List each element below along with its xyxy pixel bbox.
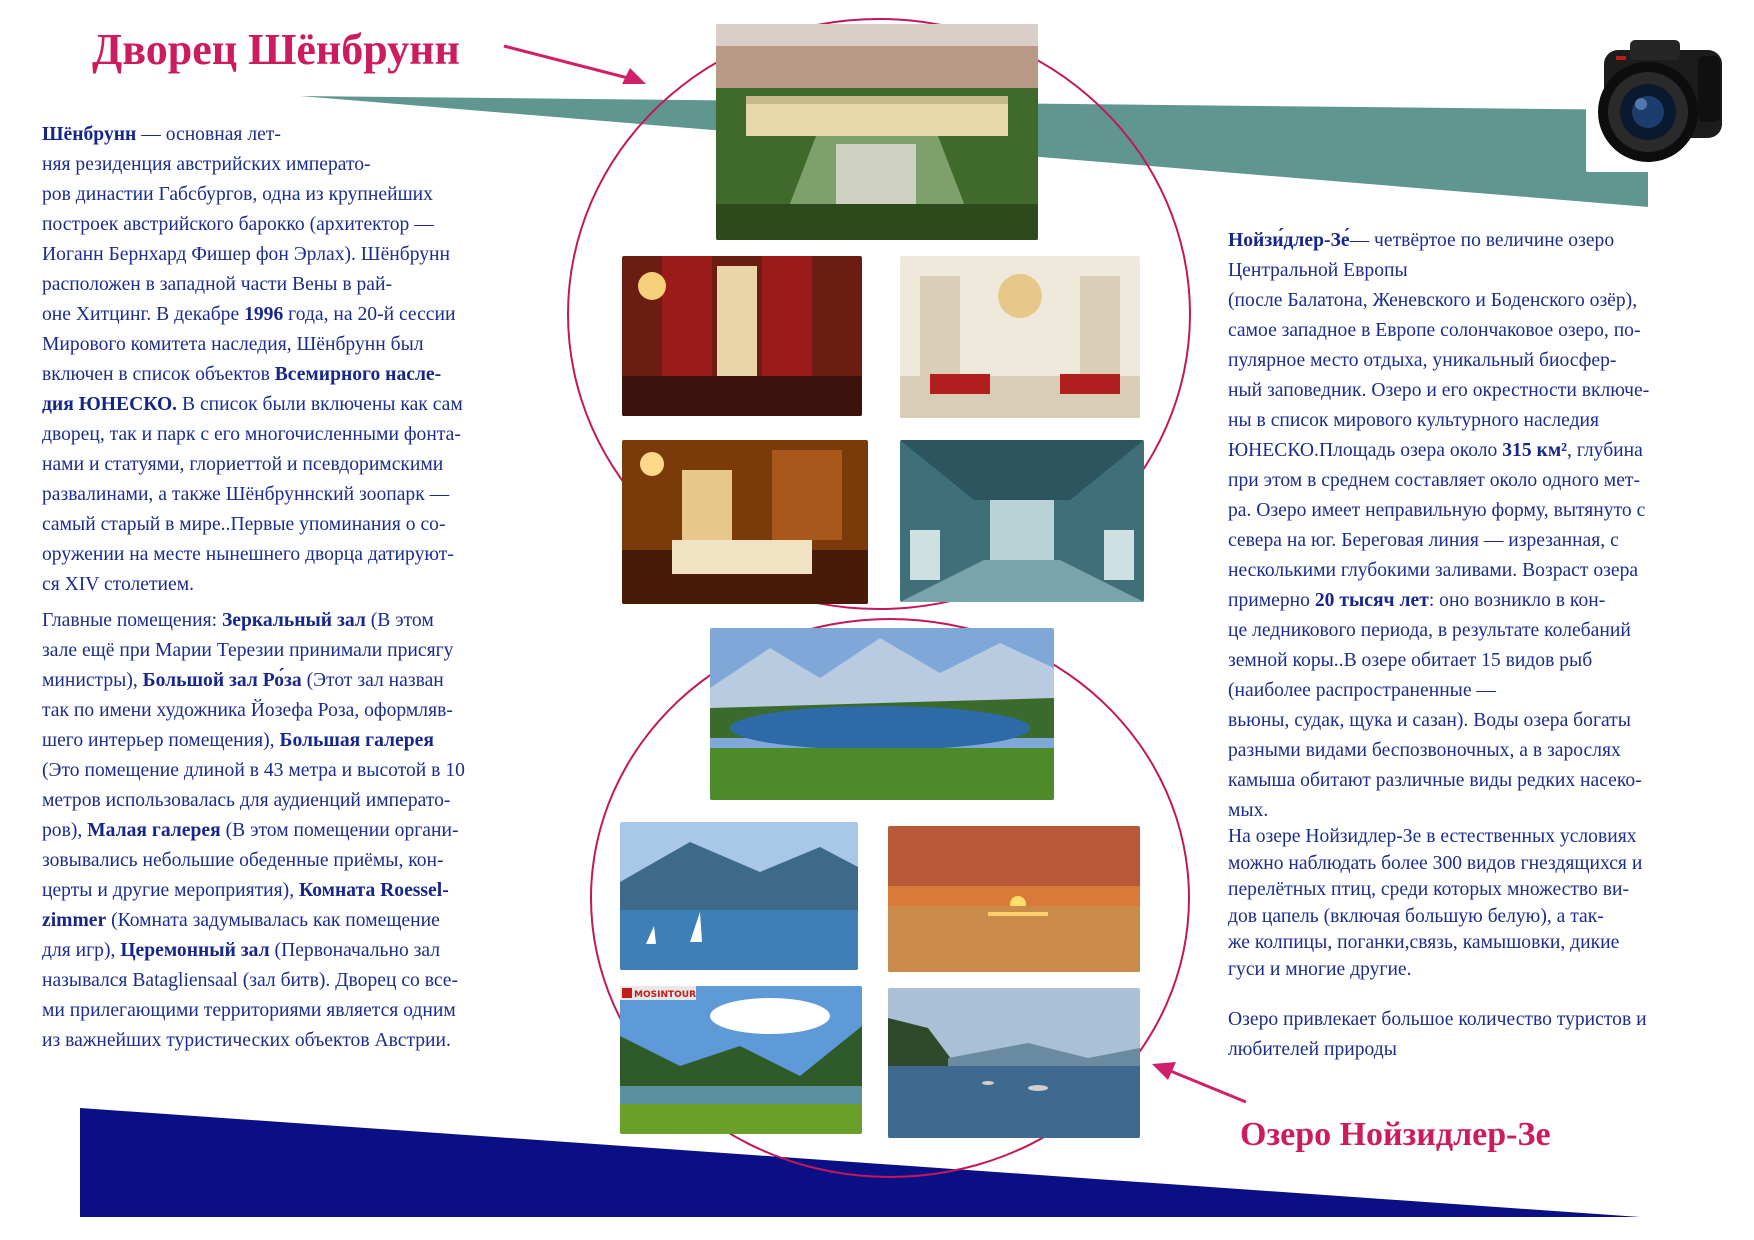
text-run: севера на юг. Береговая линия — изрезанная, с bbox=[1228, 530, 1619, 551]
text-run: мых. bbox=[1228, 800, 1269, 821]
schonbrunn-rooms-paragraph bbox=[42, 606, 552, 1056]
text-run: Центральной Европы bbox=[1228, 260, 1408, 281]
text-run: ми прилегающими территориями является одним bbox=[42, 1000, 456, 1021]
bold-text-run: Нойзи́длер-Зе́ bbox=[1228, 230, 1350, 251]
bold-text-run: Комната Roessel- bbox=[299, 880, 449, 901]
text-run: дов цапель (включая большую белую), а так- bbox=[1228, 905, 1604, 927]
lake-intro-paragraph bbox=[1228, 226, 1738, 826]
text-run: включен в список объектов bbox=[42, 364, 275, 385]
lake-panorama-photo bbox=[710, 628, 1054, 800]
text-run: дворец, так и парк с его многочисленными фонта- bbox=[42, 424, 461, 445]
text-run: разными видами беспозвоночных, а в зарослях bbox=[1228, 740, 1621, 761]
page-title-lake: Озеро Нойзидлер-Зе bbox=[1240, 1116, 1551, 1153]
bold-text-run: Зеркальный зал bbox=[221, 610, 366, 631]
lake-birds-paragraph bbox=[1228, 824, 1738, 983]
lake-tourism-paragraph bbox=[1228, 1005, 1738, 1065]
page-title-schonbrunn: Дворец Шёнбрунн bbox=[92, 25, 460, 74]
dining-room-photo bbox=[622, 440, 868, 604]
text-run: можно наблюдать более 300 видов гнездящихся и bbox=[1228, 852, 1643, 874]
text-run: при этом в среднем составляет около одного мет- bbox=[1228, 470, 1640, 491]
text-run: Главные помещения: bbox=[42, 610, 222, 631]
bold-text-run: дия ЮНЕСКО. bbox=[42, 394, 178, 415]
bold-text-run: Малая галерея bbox=[87, 820, 221, 841]
text-run: самый старый в мире..Первые упоминания о со- bbox=[42, 514, 446, 535]
left-text-column bbox=[42, 120, 552, 1056]
text-run: для игр), bbox=[42, 940, 121, 961]
text-run: ся XIV столетием. bbox=[42, 574, 195, 595]
text-run: самое западное в Европе солончаковое озеро, по- bbox=[1228, 320, 1641, 341]
text-run: церты и другие мероприятия), bbox=[42, 880, 300, 901]
text-run: ра. Озеро имеет неправильную форму, вытянуто с bbox=[1228, 500, 1646, 521]
text-run: назывался Batagliensaal (зал битв). Дворец со все- bbox=[42, 970, 459, 991]
text-run: (В этом bbox=[365, 610, 434, 631]
text-run: (Этот зал назван bbox=[301, 670, 444, 691]
arrow-icon-bottom bbox=[1150, 1058, 1250, 1108]
text-run: так по имени художника Йозефа Роза, оформляв- bbox=[42, 700, 453, 721]
text-run: зовывались небольшие обеденные приёмы, кон- bbox=[42, 850, 444, 871]
boats-lake-photo bbox=[888, 988, 1140, 1138]
sailboats-photo bbox=[620, 822, 858, 970]
text-run: гуси и многие другие. bbox=[1228, 958, 1412, 980]
text-run: примерно bbox=[1228, 590, 1315, 611]
bold-text-run: 20 тысяч лет bbox=[1314, 590, 1429, 611]
bold-text-run: Большая галерея bbox=[279, 730, 434, 751]
red-salon-photo bbox=[622, 256, 862, 416]
text-run: : оно возникло в кон- bbox=[1428, 590, 1606, 611]
text-run: же колпицы, поганки,связь, камышовки, дикие bbox=[1228, 932, 1620, 953]
text-run: земной коры..В озере обитает 15 видов рыб bbox=[1228, 650, 1593, 671]
bold-text-run: 1996 bbox=[244, 304, 284, 325]
text-run: няя резиденция австрийских императо- bbox=[42, 154, 371, 175]
text-run: Мирового комитета наследия, Шёнбрунн был bbox=[42, 334, 424, 355]
text-run: — четвёртое по величине озеро bbox=[1349, 230, 1615, 251]
text-run: шего интерьер помещения), bbox=[42, 730, 280, 751]
text-run: оружении на месте нынешнего дворца датируют- bbox=[42, 544, 454, 565]
text-run: В список были включены как сам bbox=[177, 394, 463, 415]
text-run: , глубина bbox=[1567, 440, 1643, 461]
text-run: (Это помещение длиной в 43 метра и высотой в 10 bbox=[42, 760, 465, 781]
mosintour-logo-text: MOSINTOUR bbox=[634, 990, 696, 1000]
text-run: из важнейших туристических объектов Австрии. bbox=[42, 1030, 451, 1051]
text-run: ный заповедник. Озеро и его окрестности включе- bbox=[1228, 380, 1650, 401]
bold-text-run: Большой зал Ро́за bbox=[142, 670, 302, 691]
text-run: министры), bbox=[42, 670, 143, 691]
text-run: метров использовалась для аудиенций императо- bbox=[42, 790, 451, 811]
text-run: вьюны, судак, щука и сазан). Воды озера богаты bbox=[1228, 710, 1631, 731]
bold-text-run: zimmer bbox=[42, 910, 107, 931]
text-run: На озере Нойзидлер-Зе в естественных условиях bbox=[1228, 826, 1637, 847]
palace-aerial-photo bbox=[716, 24, 1038, 240]
camera-image bbox=[1586, 22, 1736, 172]
text-run: Иоганн Бернхард Фишер фон Эрлах). Шёнбрунн bbox=[42, 244, 451, 265]
schonbrunn-intro-paragraph bbox=[42, 120, 552, 600]
text-run: развалинами, а также Шёнбруннский зоопарк — bbox=[42, 484, 450, 505]
text-run: расположен в западной части Вены в рай- bbox=[42, 274, 392, 295]
text-run: оне Хитцинг. В декабре bbox=[42, 304, 245, 325]
text-run: камыша обитают различные виды редких насеко- bbox=[1228, 770, 1642, 791]
text-run: (Первоначально зал bbox=[269, 940, 441, 961]
text-run: нами и статуями, глориеттой и псевдоримскими bbox=[42, 454, 444, 475]
bold-text-run: Церемонный зал bbox=[120, 940, 270, 961]
text-run: (после Балатона, Женевского и Боденского озёр), bbox=[1228, 290, 1638, 311]
arrow-icon-top bbox=[500, 40, 650, 90]
grand-gallery-photo bbox=[900, 440, 1144, 602]
text-run: Озеро привлекает большое количество туристов и bbox=[1228, 1009, 1647, 1030]
text-run: (Комната задумывалась как помещение bbox=[106, 910, 440, 931]
white-hall-photo bbox=[900, 256, 1140, 418]
bold-text-run: Всемирного насле- bbox=[274, 364, 442, 385]
text-run: ров династии Габсбургов, одна из крупнейших bbox=[42, 184, 433, 205]
text-run: це ледникового периода, в результате колебаний bbox=[1228, 620, 1631, 641]
text-run: построек австрийского барокко (архитектор — bbox=[42, 214, 434, 235]
text-run: ЮНЕСКО.Площадь озера около bbox=[1228, 440, 1503, 461]
text-run: любителей природы bbox=[1228, 1039, 1397, 1060]
alpine-lake-photo bbox=[620, 986, 862, 1134]
bold-text-run: Шёнбрунн bbox=[42, 124, 137, 145]
text-run: ны в список мирового культурного наследия bbox=[1228, 410, 1600, 431]
text-run: года, на 20-й сессии bbox=[283, 304, 456, 325]
text-run: пулярное место отдыха, уникальный биосфер- bbox=[1228, 350, 1617, 371]
text-run: перелётных птиц, среди которых множество ви- bbox=[1228, 879, 1629, 900]
text-run: ров), bbox=[42, 820, 88, 841]
right-text-column bbox=[1228, 226, 1738, 1065]
bold-text-run: 315 км² bbox=[1502, 440, 1568, 461]
text-run: зале ещё при Марии Терезии принимали присягу bbox=[42, 640, 454, 661]
text-run: (В этом помещении органи- bbox=[220, 820, 459, 841]
text-run: несколькими глубокими заливами. Возраст озера bbox=[1228, 560, 1639, 581]
text-run: (наиболее распространенные — bbox=[1228, 680, 1497, 701]
sunset-photo bbox=[888, 826, 1140, 972]
text-run: — основная лет- bbox=[136, 124, 281, 145]
